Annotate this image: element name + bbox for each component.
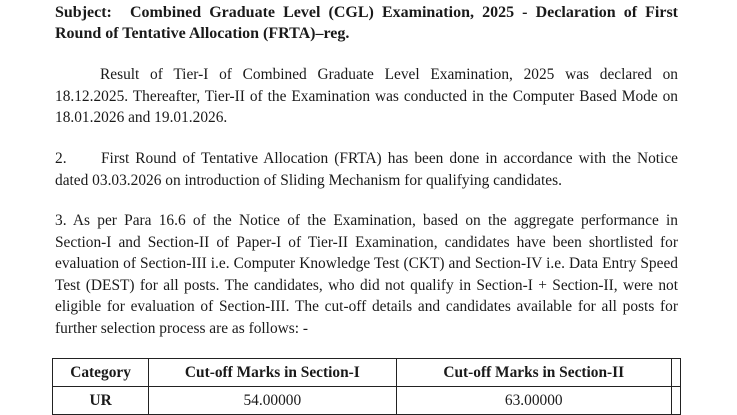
cutoff-table [52,358,681,415]
header-extra [672,359,681,387]
subject-text: Combined Graduate Level (CGL) Examination, 2025 - Declaration of First Round of Tentative Allocation (FRTA)–reg. [55,4,678,42]
paragraph-2-text: First Round of Tentative Allocation (FRTA) has been done in accordance with the Notice dated 03.03.2026 on introduction of Sliding Mechanism for qualifying candidates. [55,150,678,189]
header-cutoff-section-2: Cut-off Marks in Section-II [396,359,671,387]
table-header-row [53,359,681,387]
subject-label: Subject: [55,4,112,21]
paragraph-2 [55,148,678,191]
subject-line [55,2,678,44]
header-cutoff-section-1: Cut-off Marks in Section-I [149,359,396,387]
paragraph-2-number: 2. [55,150,67,167]
cell-extra [672,387,681,415]
paragraph-3: 3. As per Para 16.6 of the Notice of the Examination, based on the aggregate performance in Section-I and Section-II of Paper-I of Tier-II Examination, candidates have been shortlisted for evaluation of Section-III i.e. Computer Knowledge Test (CKT) and Section-IV i.e. Data Entry Speed Test (DEST) for all posts. The candidates, who did not qualify in Section-I + Section-II, were not eligible for evaluation of Section-III. The cut-off details and candidates available for all posts for further selection process are as follows: - [55,212,678,337]
cell-category: UR [53,387,149,415]
table-row [53,387,681,415]
cell-cutoff-section-2: 63.00000 [396,387,671,415]
cell-cutoff-section-1: 54.00000 [149,387,396,415]
paragraph-1: Result of Tier-I of Combined Graduate Level Examination, 2025 was declared on 18.12.2025. Thereafter, Tier-II of the Examination was conducted in the Computer Based Mode on 18.01.2026 and 19.01.2026. [55,66,678,126]
header-category: Category [53,359,149,387]
